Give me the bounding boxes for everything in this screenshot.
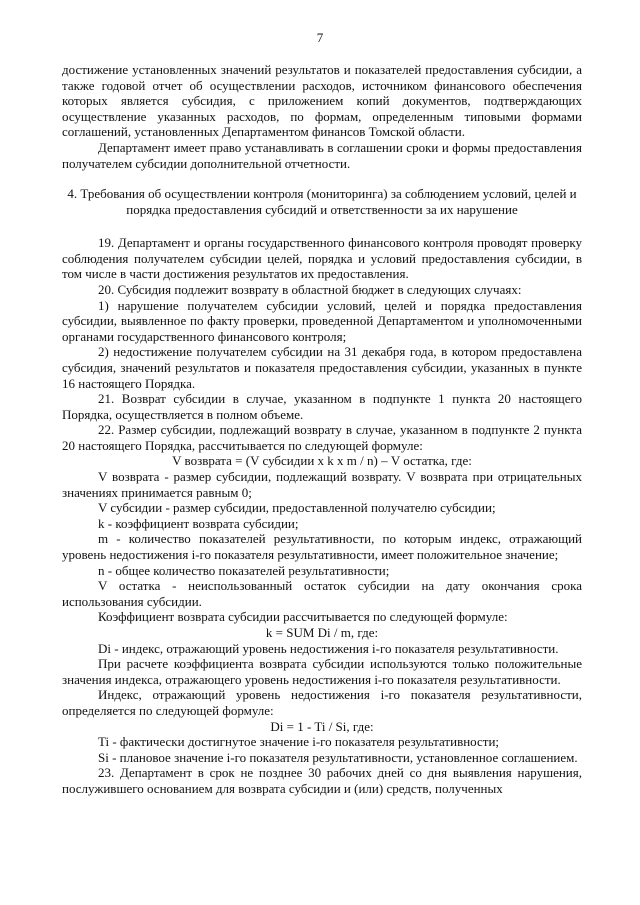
- paragraph: m - количество показателей результативности, по которым индекс, отражающий уровень недостижения i-го показателя результативности, имеет положительное значение;: [62, 531, 582, 563]
- paragraph: 21. Возврат субсидии в случае, указанном в подпункте 1 пункта 20 настоящего Порядка, осуществляется в полном объеме.: [62, 391, 582, 422]
- paragraph: Di - индекс, отражающий уровень недостижения i-го показателя результативности.: [98, 640, 559, 656]
- paragraph: При расчете коэффициента возврата субсидии используются только положительные значения индекса, отражающего уровень недостижения i-го показателя результативности.: [62, 656, 582, 687]
- formula: V возврата = (V субсидии x k x m / n) – V остатка, где:: [172, 453, 472, 469]
- paragraph: 1) нарушение получателем субсидии условий, целей и порядка предоставления субсидии, выявленное по факту проверки, проведенной Департаментом и уполномоченными органами государственного финансового контроля;: [62, 297, 582, 344]
- paragraph: 20. Субсидия подлежит возврату в областной бюджет в следующих случаях:: [98, 281, 522, 297]
- paragraph: Департамент имеет право устанавливать в соглашении сроки и формы предоставления получателем субсидии дополнительной отчетности.: [62, 139, 582, 171]
- paragraph: 23. Департамент в срок не позднее 30 рабочих дней со дня выявления нарушения, послужившего основанием для возврата субсидии и (или) средств, полученных: [62, 765, 582, 796]
- paragraph: Индекс, отражающий уровень недостижения i-го показателя результативности, определяется по следующей формуле:: [62, 687, 582, 718]
- paragraph: 2) недостижение получателем субсидии на 31 декабря года, в котором предоставлена субсидия, значений результатов и показателя предоставления субсидии, указанных в пункте 16 настоящего Порядка.: [62, 344, 582, 391]
- paragraph: достижение установленных значений результатов и показателей предоставления субсидии, а также годовой отчет об осуществлении расходов, источником финансового обеспечения которых является субсидия, с приложением копий документов, подтверждающих осуществление указанных расходов, по формам, определенным типовыми формами соглашений, установленных Департаментом финансов Томской области.: [62, 62, 582, 140]
- paragraph: V возврата - размер субсидии, подлежащий возврату. V возврата при отрицательных значениях принимается равным 0;: [62, 469, 582, 500]
- paragraph: n - общее количество показателей результативности;: [98, 562, 390, 578]
- paragraph: V остатка - неиспользованный остаток субсидии на дату окончания срока использования субсидии.: [62, 578, 582, 609]
- paragraph: k - коэффициент возврата субсидии;: [98, 515, 299, 531]
- document-body: [62, 62, 582, 797]
- formula: k = SUM Di / m, где:: [265, 625, 379, 640]
- page-number: 7: [316, 30, 324, 45]
- paragraph: V субсидии - размер субсидии, предоставленной получателю субсидии;: [98, 500, 496, 516]
- paragraph: Si - плановое значение i-го показателя результативности, установленное соглашением.: [98, 749, 578, 765]
- paragraph: Коэффициент возврата субсидии рассчитывается по следующей формуле:: [98, 609, 508, 625]
- formula: Di = 1 - Ti / Si, где:: [270, 718, 374, 734]
- paragraph: 22. Размер субсидии, подлежащий возврату в случае, указанном в подпункте 2 пункта 20 настоящего Порядка, рассчитывается по следующей формуле:: [62, 422, 582, 453]
- paragraph: Ti - фактически достигнутое значение i-го показателя результативности;: [98, 734, 500, 750]
- section-heading: 4. Требования об осуществлении контроля (мониторинга) за соблюдением условий, целей и порядка предоставления субсидий и ответственности за их нарушение: [67, 186, 577, 218]
- paragraph: 19. Департамент и органы государственного финансового контроля проводят проверку соблюдения получателем субсидии целей, порядка и условий предоставления субсидии, в том числе в части достижения результатов их предоставления.: [62, 235, 582, 282]
